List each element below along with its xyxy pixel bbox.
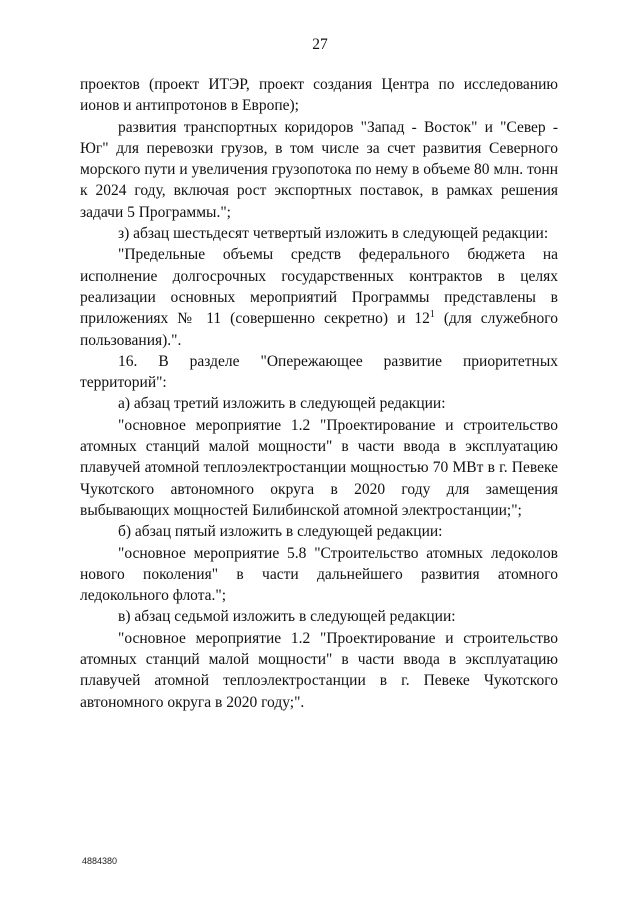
paragraph-transport-corridors: развития транспортных коридоров "Запад - Восток" и "Север - Юг" для перевозки грузов, в том числе за счет развития Северного морского пути и увеличения грузопотока по нему в объеме 80 млн. тонн к 2024 году, включая рост экспортных поставок, в рамках решения задачи 5 Программы.";	[80, 118, 558, 221]
paragraph-amendment-b: б) абзац пятый изложить в следующей редакции:	[118, 523, 443, 541]
paragraph-amendment-z: з) абзац шестьдесят четвертый изложить в следующей редакции:	[118, 225, 549, 243]
document-body	[80, 74, 558, 713]
document-code: 4884380	[82, 856, 118, 866]
paragraph-budget-limits	[80, 244, 558, 350]
page-number: 27	[312, 36, 328, 53]
paragraph-amendment-v: в) абзац седьмой изложить в следующей редакции:	[118, 608, 456, 626]
footnote-superscript: 1	[429, 309, 435, 321]
paragraph-projects: проектов (проект ИТЭР, проект создания Центра по исследованию ионов и антипротонов в Европе);	[80, 76, 558, 115]
paragraph-section-16: 16. В разделе "Опережающее развитие приоритетных территорий":	[80, 352, 558, 392]
paragraph-measure-1-2-short: "основное мероприятие 1.2 "Проектирование и строительство атомных станций малой мощности" в части ввода в эксплуатацию плавучей атомной теплоэлектростанции в г. Певеке Чукотского автономного округа в 2020 году;".	[80, 629, 558, 711]
budget-limits-text: "Предельные объемы средств федерального бюджета на исполнение долгосрочных государственных контрактов в целях реализации основных мероприятий Программы представлены в приложениях № 11 (совершенно секретно) и 12	[80, 246, 558, 328]
paragraph-amendment-a: а) абзац третий изложить в следующей редакции:	[118, 395, 446, 413]
paragraph-measure-5-8: "основное мероприятие 5.8 "Строительство атомных ледоколов нового поколения" в части дальнейшего развития атомного ледокольного флота.";	[80, 544, 558, 605]
paragraph-measure-1-2-full: "основное мероприятие 1.2 "Проектирование и строительство атомных станций малой мощности" в части ввода в эксплуатацию плавучей атомной теплоэлектростанции мощностью 70 МВт в г. Певеке Чукотского автономного округа в 2020 году для замещения выбывающих мощностей Билибинской атомной электростанции;";	[80, 416, 558, 519]
budget-limits-text-end: (для служебного пользования).".	[80, 310, 558, 349]
